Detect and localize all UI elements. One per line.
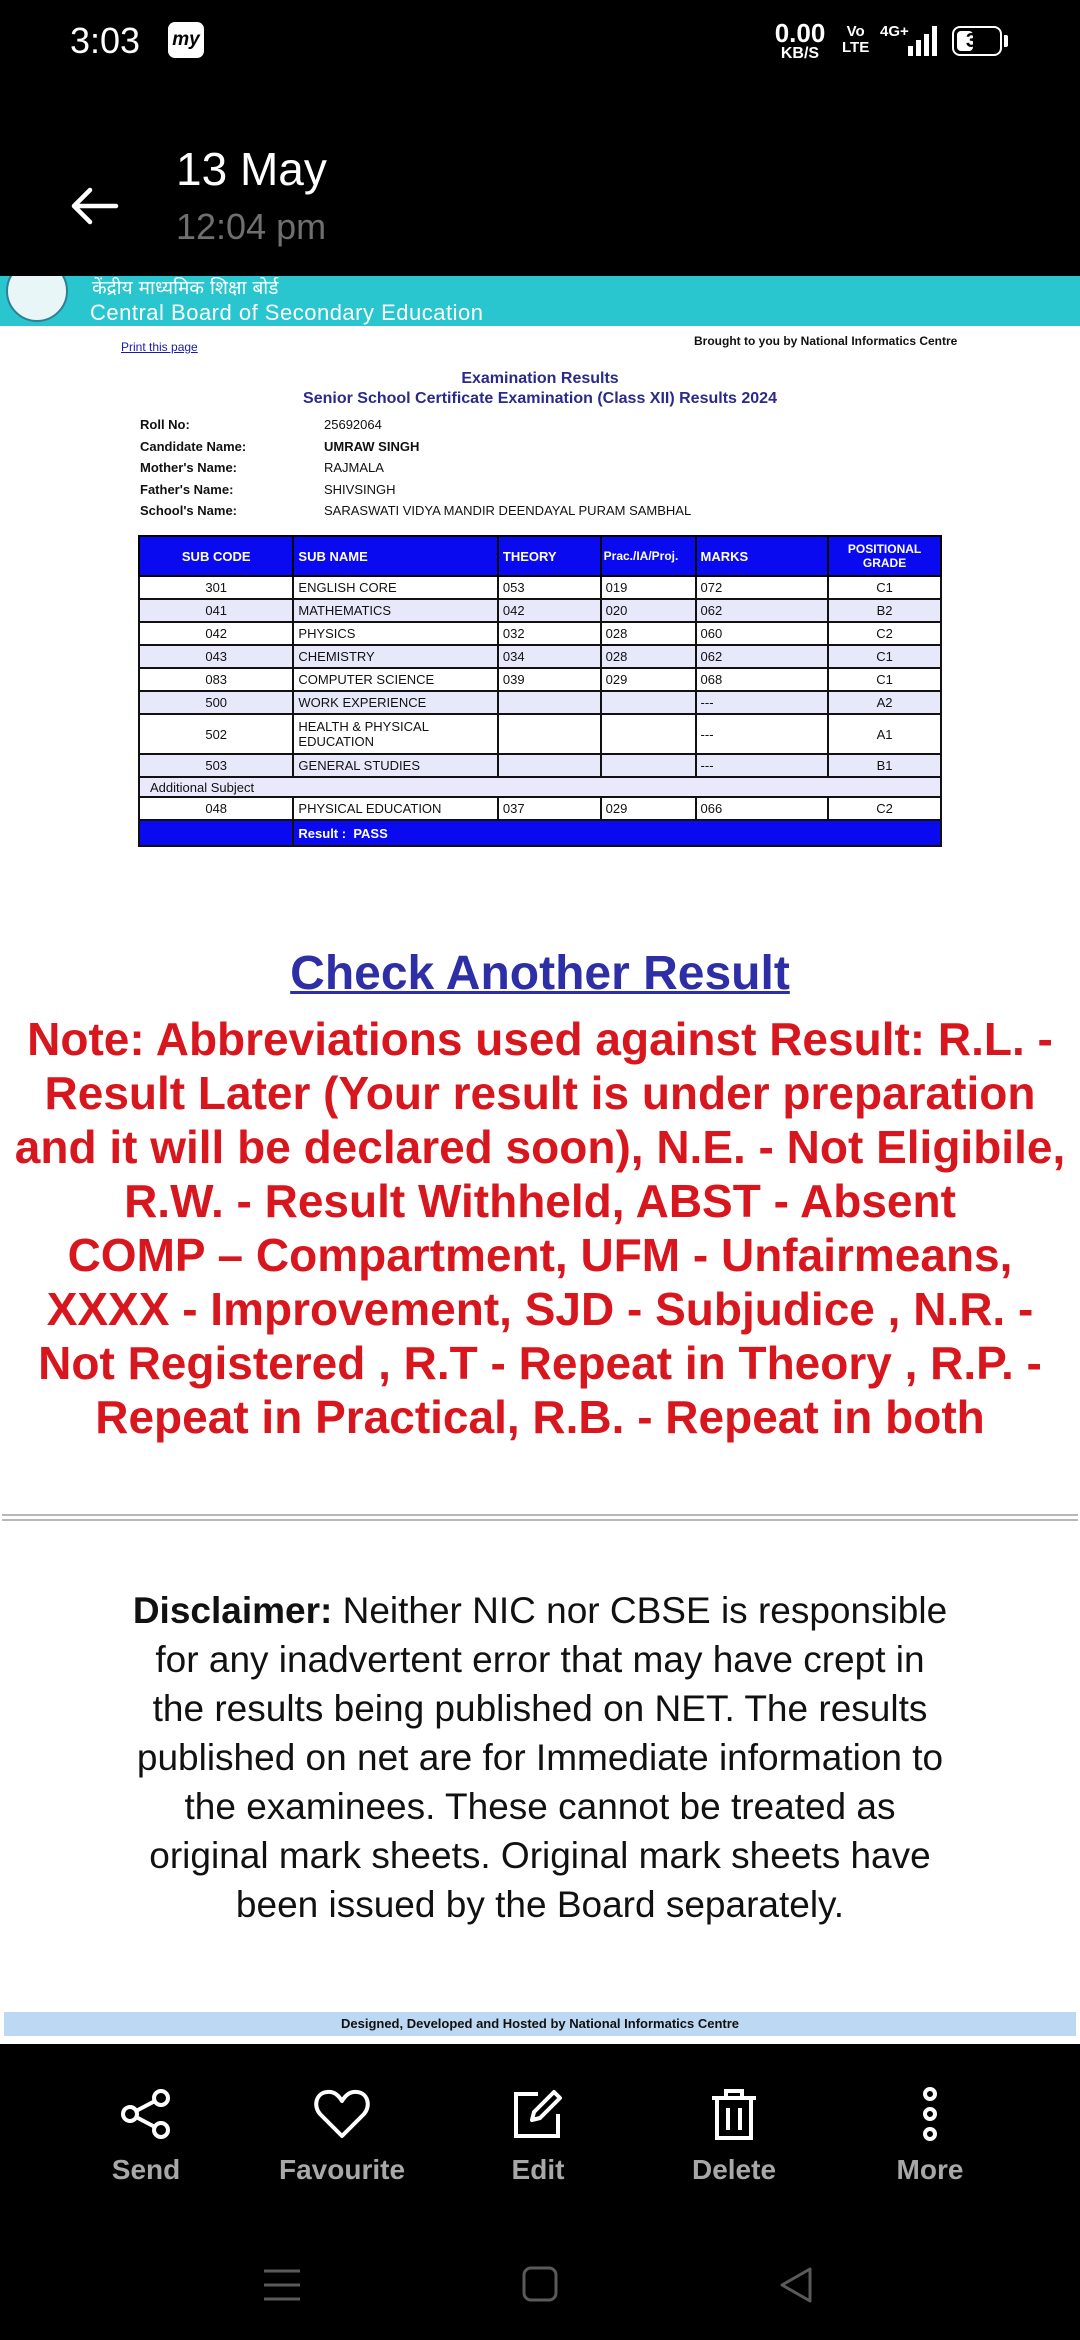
table-row (139, 754, 941, 777)
disclaimer (130, 1586, 950, 1929)
table-cell: 043 (139, 645, 293, 668)
volte-top: Vo (846, 23, 865, 40)
col-header: SUB NAME (293, 536, 497, 576)
table-header-row (139, 536, 941, 576)
info-label: Mother's Name: (140, 460, 237, 475)
network-speed-value: 0.00 (774, 18, 826, 48)
table-cell (498, 714, 601, 754)
table-cell: PHYSICAL EDUCATION (293, 797, 497, 820)
marks-table (138, 535, 942, 847)
table-row (139, 691, 941, 714)
info-row (140, 414, 691, 436)
edit-label: Edit (511, 2154, 565, 2185)
table-row (139, 576, 941, 599)
table-cell: 042 (139, 622, 293, 645)
table-cell: 041 (139, 599, 293, 622)
table-cell: CHEMISTRY (293, 645, 497, 668)
table-cell: C1 (828, 645, 941, 668)
table-cell: 083 (139, 668, 293, 691)
info-row (140, 479, 691, 501)
more-vertical-icon (900, 2084, 960, 2144)
results-subtitle: Senior School Certificate Examination (Class XII) Results 2024 (303, 390, 777, 407)
table-cell: 028 (601, 645, 696, 668)
status-time: 3:03 (70, 20, 141, 61)
heart-icon (312, 2084, 372, 2144)
marks-table-body (139, 576, 941, 846)
table-cell: 068 (696, 668, 829, 691)
trash-icon (704, 2084, 764, 2144)
divider (2, 1514, 1078, 1521)
cbse-logo-icon (6, 276, 68, 322)
additional-subject-label: Additional Subject (139, 777, 941, 797)
board-name-hindi: केंद्रीय माध्यमिक शिक्षा बोर्ड (92, 277, 279, 299)
result-value: PASS (353, 825, 388, 841)
table-cell: 029 (601, 797, 696, 820)
info-row (140, 457, 691, 479)
table-cell: 502 (139, 714, 293, 754)
volte-bottom: LTE (842, 39, 870, 56)
table-cell: 032 (498, 622, 601, 645)
cbse-banner (0, 276, 1080, 326)
info-value: 25692064 (324, 417, 382, 432)
board-name-english: Central Board of Secondary Education (90, 300, 484, 325)
table-cell: C2 (828, 622, 941, 645)
disclaimer-text: Neither NIC nor CBSE is responsible for any inadvertent error that may have crept in the results being published on NET. The results published on net are for Immediate information to the examinees. These cannot be treated as original mark sheets. Original mark sheets have been issued by the Board separately. (136, 1590, 948, 1925)
table-cell: --- (696, 754, 829, 777)
abbreviations-note (6, 1012, 1074, 1444)
table-cell: MATHEMATICS (293, 599, 497, 622)
table-cell (601, 691, 696, 714)
table-row (139, 668, 941, 691)
battery-tip (1004, 35, 1008, 47)
battery-icon (952, 26, 1002, 56)
table-cell: 020 (601, 599, 696, 622)
info-value: RAJMALA (324, 460, 384, 475)
table-cell (498, 754, 601, 777)
table-cell: 029 (601, 668, 696, 691)
battery-level: 39 (965, 30, 989, 52)
col-header: Prac./IA/Proj. (601, 536, 696, 576)
info-row (140, 500, 691, 522)
header-date: 13 May (176, 143, 327, 195)
table-cell (498, 691, 601, 714)
table-row (139, 645, 941, 668)
table-cell: 048 (139, 797, 293, 820)
table-cell: 062 (696, 645, 829, 668)
additional-subject-row (139, 777, 941, 797)
brought-by-text: Brought to you by National Informatics Centre (694, 334, 958, 348)
home-icon[interactable] (522, 2266, 558, 2302)
more-label: More (896, 2154, 964, 2185)
table-cell: 019 (601, 576, 696, 599)
col-header: MARKS (696, 536, 829, 576)
table-cell: 500 (139, 691, 293, 714)
favourite-label: Favourite (278, 2154, 406, 2185)
table-cell: PHYSICS (293, 622, 497, 645)
note-line: Note: Abbreviations used against Result: R.L. - Result Later (Your result is under preparation and it will be declared soon), N.E. - Not Eligibile, R.W. - Result Withheld, ABST - Absent (14, 1013, 1066, 1227)
print-page-link[interactable]: Print this page (121, 340, 198, 354)
col-header: POSITIONAL GRADE (828, 536, 941, 576)
table-cell: 034 (498, 645, 601, 668)
viewer-header (0, 84, 1080, 276)
candidate-info (140, 414, 691, 522)
signal-icon (880, 20, 940, 60)
table-cell: C2 (828, 797, 941, 820)
disclaimer-label: Disclaimer: (132, 1590, 333, 1631)
info-value: SARASWATI VIDYA MANDIR DEENDAYAL PURAM SAMBHAL (324, 503, 692, 518)
table-cell: 037 (498, 797, 601, 820)
info-label: Father's Name: (140, 481, 234, 497)
table-cell: 039 (498, 668, 601, 691)
system-navigation-bar (0, 2224, 1080, 2340)
table-cell: A2 (828, 691, 941, 714)
recents-icon[interactable] (262, 2268, 302, 2302)
network-speed-unit: KB/S (780, 45, 820, 62)
info-label: Candidate Name: (140, 438, 247, 454)
result-spacer (139, 820, 293, 846)
more-button[interactable] (830, 2084, 1030, 2186)
table-cell (601, 714, 696, 754)
table-cell: 060 (696, 622, 829, 645)
info-row (140, 436, 691, 458)
table-cell: 503 (139, 754, 293, 777)
back-nav-icon[interactable] (778, 2266, 814, 2304)
check-another-label[interactable]: Check Another Result (290, 947, 790, 1000)
send-button[interactable] (46, 2084, 246, 2186)
check-another-result-link[interactable] (0, 946, 1080, 1001)
result-label: Result : (298, 825, 347, 841)
table-cell: 042 (498, 599, 601, 622)
col-header: SUB CODE (139, 536, 293, 576)
image-viewer[interactable] (0, 276, 1080, 2044)
table-cell: WORK EXPERIENCE (293, 691, 497, 714)
table-cell (601, 754, 696, 777)
table-row (139, 714, 941, 754)
table-cell: C1 (828, 576, 941, 599)
app-notification-icon: my (168, 22, 204, 58)
table-cell: 066 (696, 797, 829, 820)
table-cell: COMPUTER SCIENCE (293, 668, 497, 691)
table-row (139, 599, 941, 622)
table-cell: GENERAL STUDIES (293, 754, 497, 777)
table-cell: 028 (601, 622, 696, 645)
table-row (139, 797, 941, 820)
send-label: Send (111, 2154, 181, 2185)
action-bar (0, 2044, 1080, 2224)
table-cell: 062 (696, 599, 829, 622)
header-time: 12:04 pm (176, 206, 327, 247)
info-value: UMRAW SINGH (324, 438, 420, 454)
col-header: THEORY (498, 536, 601, 576)
favourite-button[interactable] (242, 2084, 442, 2186)
table-cell: B2 (828, 599, 941, 622)
table-cell: 053 (498, 576, 601, 599)
result-row (139, 820, 941, 846)
table-cell: --- (696, 691, 829, 714)
info-label: Roll No: (140, 417, 190, 432)
edit-button[interactable] (438, 2084, 638, 2186)
result-cell (293, 820, 941, 846)
volte-icon (842, 24, 869, 56)
share-icon (116, 2084, 176, 2144)
table-cell: C1 (828, 668, 941, 691)
delete-button[interactable] (634, 2084, 834, 2186)
network-speed (772, 20, 828, 62)
network-type: 4G+ (880, 23, 909, 40)
delete-label: Delete (691, 2154, 777, 2185)
table-cell: A1 (828, 714, 941, 754)
table-cell: B1 (828, 754, 941, 777)
info-value: SHIVSINGH (324, 481, 396, 497)
table-cell: --- (696, 714, 829, 754)
info-label: School's Name: (140, 503, 238, 518)
note-line: COMP – Compartment, UFM - Unfairmeans, XXXX - Improvement, SJD - Subjudice , N.R. - Not Registered , R.T - Repeat in Theory , R.P. - Repeat in Practical, R.B. - Repeat in both (38, 1229, 1042, 1443)
edit-icon (508, 2084, 568, 2144)
table-cell: ENGLISH CORE (293, 576, 497, 599)
results-title: Examination Results (461, 370, 619, 387)
table-row (139, 622, 941, 645)
table-cell: 301 (139, 576, 293, 599)
page-footer: Designed, Developed and Hosted by National Informatics Centre (4, 2012, 1076, 2036)
table-cell: HEALTH & PHYSICAL EDUCATION (293, 714, 497, 754)
status-bar (0, 0, 1080, 84)
back-arrow-icon[interactable] (66, 178, 122, 234)
table-cell: 072 (696, 576, 829, 599)
